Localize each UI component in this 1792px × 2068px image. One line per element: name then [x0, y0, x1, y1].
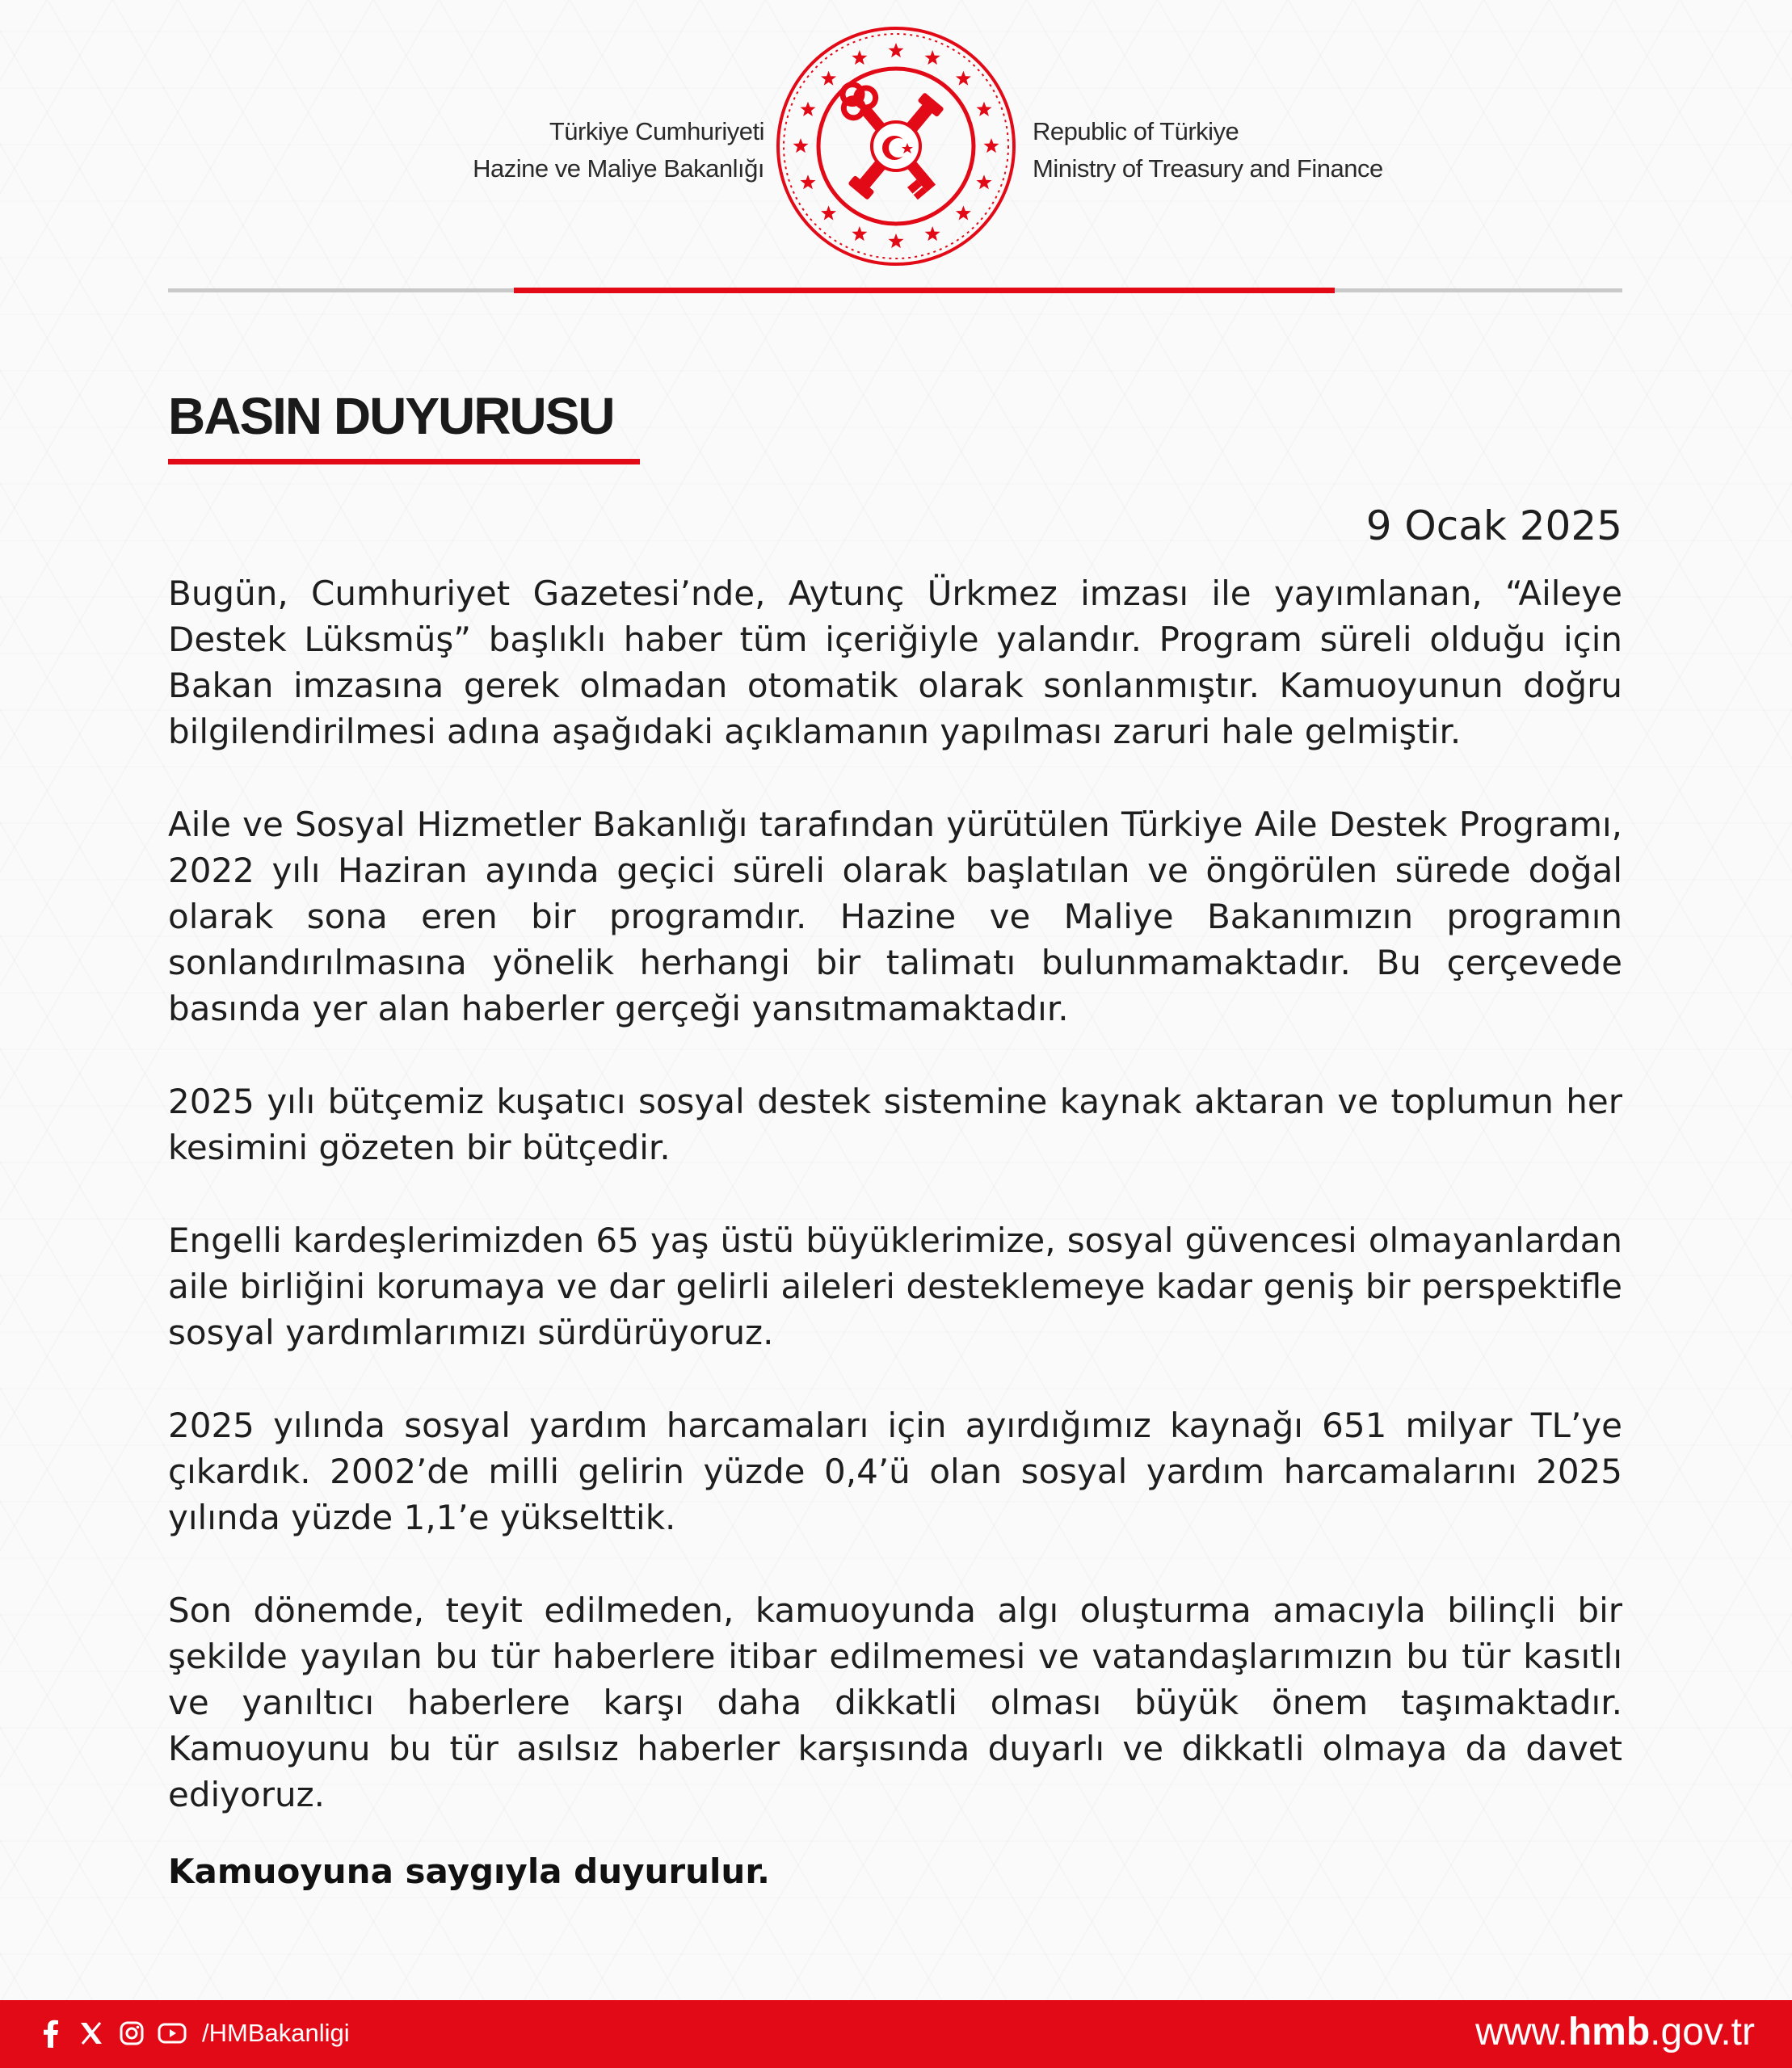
seal-star: [821, 71, 836, 86]
org-line-ministry-tr: Hazine ve Maliye Bakanlığı: [473, 154, 764, 183]
social-links: [36, 2018, 350, 2049]
seal-star: [852, 226, 867, 241]
seal-star: [925, 50, 940, 65]
paragraph: 2025 yılında sosyal yardım harcamaları için ayırdığımız kaynağı 651 milyar TL’ye çıkardık. 2002’de milli gelirin yüzde 0,4’ü olan sosyal yardım harcamalarını 2025 yılında yüzde 1,1’e yükselttik.: [168, 1406, 1622, 1537]
org-line-country-en: Republic of Türkiye: [1033, 117, 1239, 145]
org-name-turkish: [473, 113, 764, 187]
seal-star: [984, 138, 999, 153]
letterhead: [0, 24, 1792, 267]
website-prefix: www.: [1475, 2011, 1568, 2053]
website-domain: hmb: [1567, 2011, 1651, 2053]
closing-line: Kamuoyuna saygıyla duyurulur.: [168, 1852, 771, 1891]
org-line-ministry-en: Ministry of Treasury and Finance: [1033, 154, 1383, 183]
org-line-country-tr: Türkiye Cumhuriyeti: [549, 117, 764, 145]
paragraph: Engelli kardeşlerimizden 65 yaş üstü büyüklerimize, sosyal güvencesi olmayanlardan aile birliğini korumaya ve dar gelirli aileleri desteklemeye kadar geniş bir perspektifle sosyal yardımlarımızı sürdürüyoruz.: [168, 1221, 1622, 1352]
paragraph: 2025 yılı bütçemiz kuşatıcı sosyal destek sistemine kaynak aktaran ve toplumun her kesimini gözeten bir bütçedir.: [168, 1082, 1622, 1167]
title-underline: [168, 459, 640, 464]
paragraph: Aile ve Sosyal Hizmetler Bakanlığı tarafından yürütülen Türkiye Aile Destek Programı, 2022 yılı Haziran ayında geçici süreli olarak başlatılan ve öngörülen sürede doğal olarak sona eren bir programdır. Hazine ve Maliye Bakanımızın programın sonlandırılmasına yönelik herhangi bir talimatı bulunmamaktadır. Bu çerçevede basında yer alan haberler gerçeği yansıtmamaktadır.: [168, 805, 1622, 1028]
header-divider-accent: [514, 288, 1335, 293]
seal-star: [889, 43, 904, 57]
seal-star: [821, 205, 836, 220]
seal-star: [925, 226, 940, 241]
website-suffix: .gov.tr: [1650, 2011, 1755, 2053]
youtube-icon[interactable]: [157, 2018, 187, 2049]
seal-star: [956, 205, 971, 220]
paragraph: Son dönemde, teyit edilmeden, kamuoyunda algı oluşturma amacıyla bilinçli bir şekilde yayılan bu tür haberlere itibar edilmemesi ve vatandaşlarımızın bu tür kasıtlı ve yanıltıcı haberlere karşı daha dikkatli olması büyük önem taşımaktadır. Kamuoyunu bu tür asılsız haberler karşısında duyarlı ve dikkatli olmaya da davet ediyoruz.: [168, 1591, 1622, 1814]
announcement-body: [168, 570, 1622, 1894]
x-icon[interactable]: [76, 2018, 107, 2049]
seal-star: [801, 102, 816, 116]
seal-star: [801, 174, 816, 189]
seal-star: [977, 102, 992, 116]
website-link[interactable]: [1475, 2010, 1755, 2054]
seal-star: [793, 138, 809, 153]
facebook-icon[interactable]: [36, 2018, 66, 2049]
page-title: BASIN DUYURUSU: [168, 387, 614, 445]
social-handle[interactable]: /HMBakanligi: [202, 2019, 350, 2047]
instagram-icon[interactable]: [116, 2018, 147, 2049]
seal-star: [977, 174, 992, 189]
seal-star: [889, 233, 904, 248]
org-name-english: [1033, 113, 1383, 187]
ministry-seal-icon: [774, 24, 1018, 268]
seal-star: [956, 71, 971, 86]
seal-star: [852, 50, 867, 65]
paragraph: Bugün, Cumhuriyet Gazetesi’nde, Aytunç Ürkmez imzası ile yayımlanan, “Aileye Destek Lüksmüş” başlıklı haber tüm içeriğiyle yalandır. Program süreli olduğu için Bakan imzasına gerek olmadan otomatik olarak sonlanmıştır. Kamuoyunun doğru bilgilendirilmesi adına aşağıdaki açıklamanın yapılması zaruri hale gelmiştir.: [168, 574, 1622, 751]
announcement-date: 9 Ocak 2025: [1365, 502, 1622, 549]
footer-bar: [0, 2000, 1792, 2068]
